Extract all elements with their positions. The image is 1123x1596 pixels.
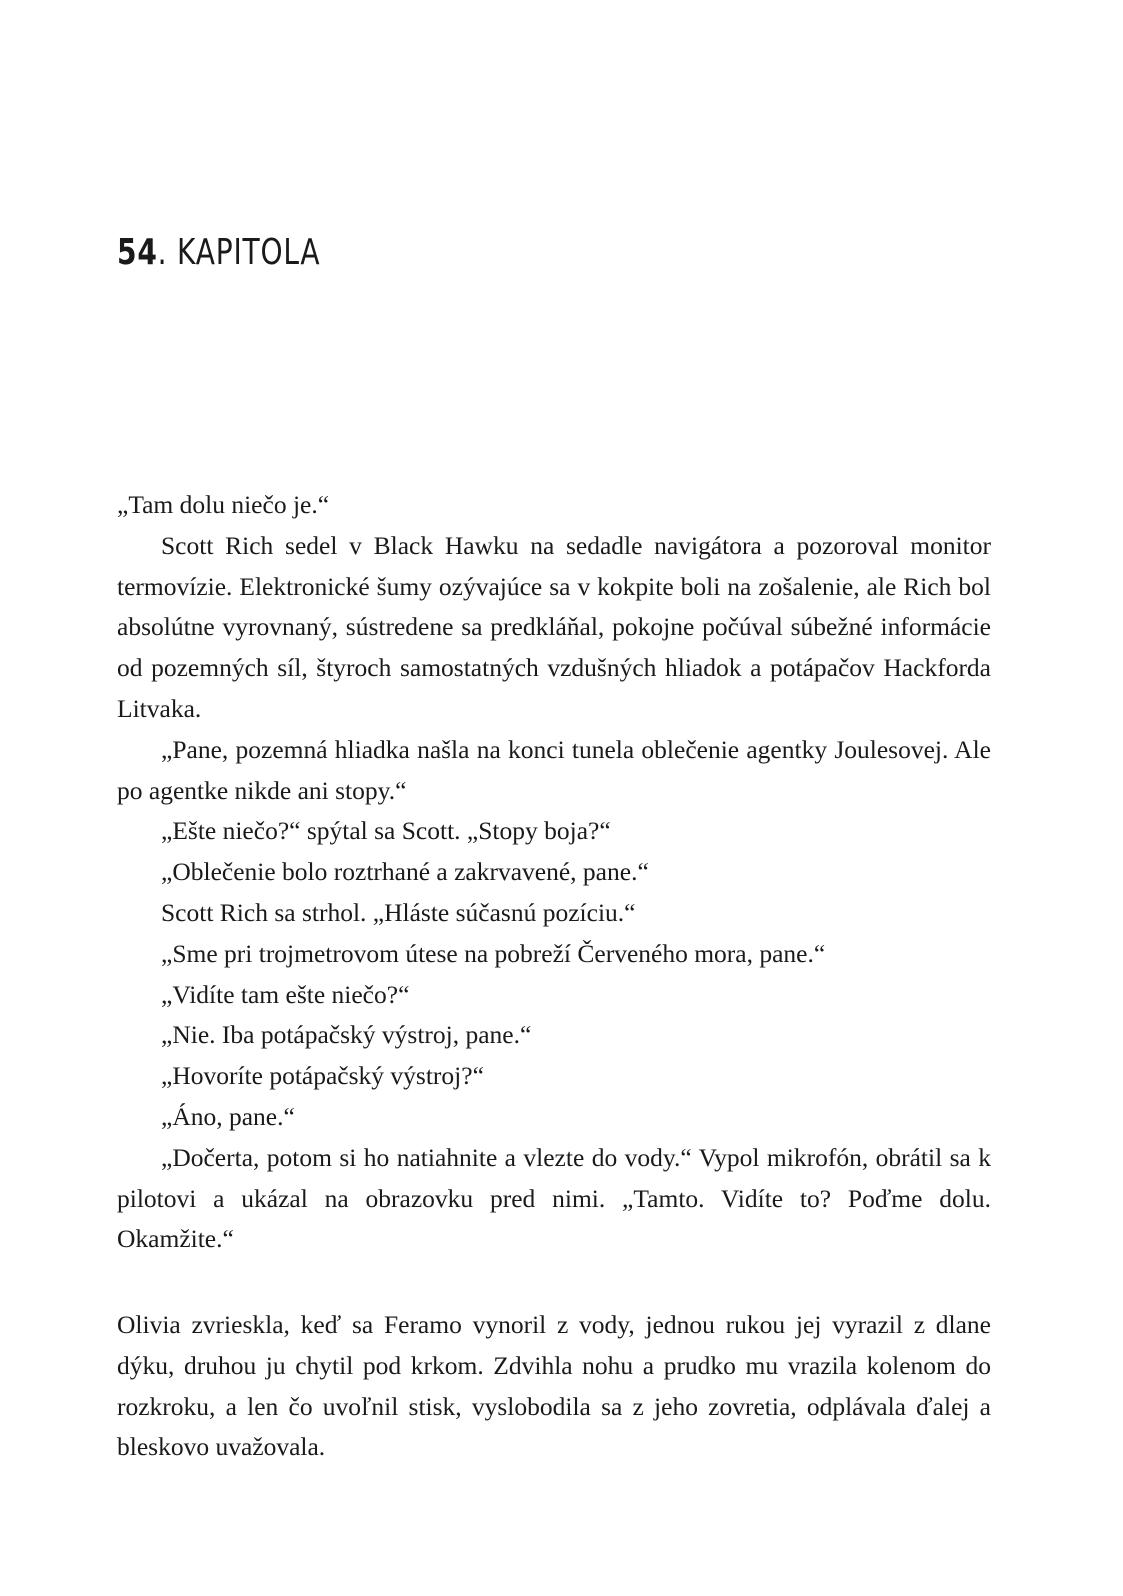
chapter-label: KAPITOLA bbox=[177, 232, 321, 273]
paragraph: „Nie. Iba potápačský výstroj, pane.“ bbox=[161, 1020, 532, 1050]
paragraph: „Pane, pozemná hliadka našla na konci tunela oblečenie agentky Joulesovej. Ale po agentke nikde ani stopy.“ bbox=[117, 734, 991, 805]
paragraph: „Dočerta, potom si ho natiahnite a vlezte do vody.“ Vypol mikrofón, obrátil sa k pilotovi a ukázal na obrazovku pred nimi. „Tamto. Vidíte to? Poďme dolu. Okamžite.“ bbox=[117, 1142, 991, 1254]
paragraph: „Sme pri trojmetrovom útese na pobreží Červeného mora, pane.“ bbox=[161, 938, 826, 968]
chapter-title bbox=[117, 232, 320, 273]
section-1-text bbox=[117, 485, 991, 1260]
chapter-separator: . bbox=[157, 232, 178, 273]
chapter-number: 54 bbox=[117, 232, 158, 273]
paragraph: Scott Rich sedel v Black Hawku na sedadle navigátora a pozoroval monitor termovízie. Elektronické šumy ozývajúce sa v kokpite boli na zošalenie, ale Rich bol absolútne vyrovnaný, sústredene sa predkláňal, pokojne počúval súbežné informácie od pozemných síl, štyroch samostatných vzdušných hliadok a potápačov Hackforda Litvaka. bbox=[117, 530, 991, 723]
paragraph: „Vidíte tam ešte niečo?“ bbox=[161, 979, 410, 1009]
paragraph: „Ešte niečo?“ spýtal sa Scott. „Stopy boja?“ bbox=[161, 816, 611, 846]
section-2-text bbox=[117, 1305, 991, 1468]
paragraph: „Tam dolu niečo je.“ bbox=[117, 490, 330, 519]
paragraph: Olivia zvrieskla, keď sa Feramo vynoril z vody, jednou rukou jej vyrazil z dlane dýku, druhou ju chytil pod krkom. Zdvihla nohu a prudko mu vrazila kolenom do rozkroku, a len čo uvoľnil stisk, vyslobodila sa z jeho zovretia, odplávala ďalej a bleskovo uvažovala. bbox=[117, 1310, 991, 1462]
paragraph: Scott Rich sa strhol. „Hláste súčasnú pozíciu.“ bbox=[161, 897, 636, 927]
paragraph: „Hovoríte potápačský výstroj?“ bbox=[161, 1061, 484, 1091]
paragraph: „Oblečenie bolo roztrhané a zakrvavené, pane.“ bbox=[161, 857, 649, 887]
paragraph: „Áno, pane.“ bbox=[161, 1101, 295, 1131]
